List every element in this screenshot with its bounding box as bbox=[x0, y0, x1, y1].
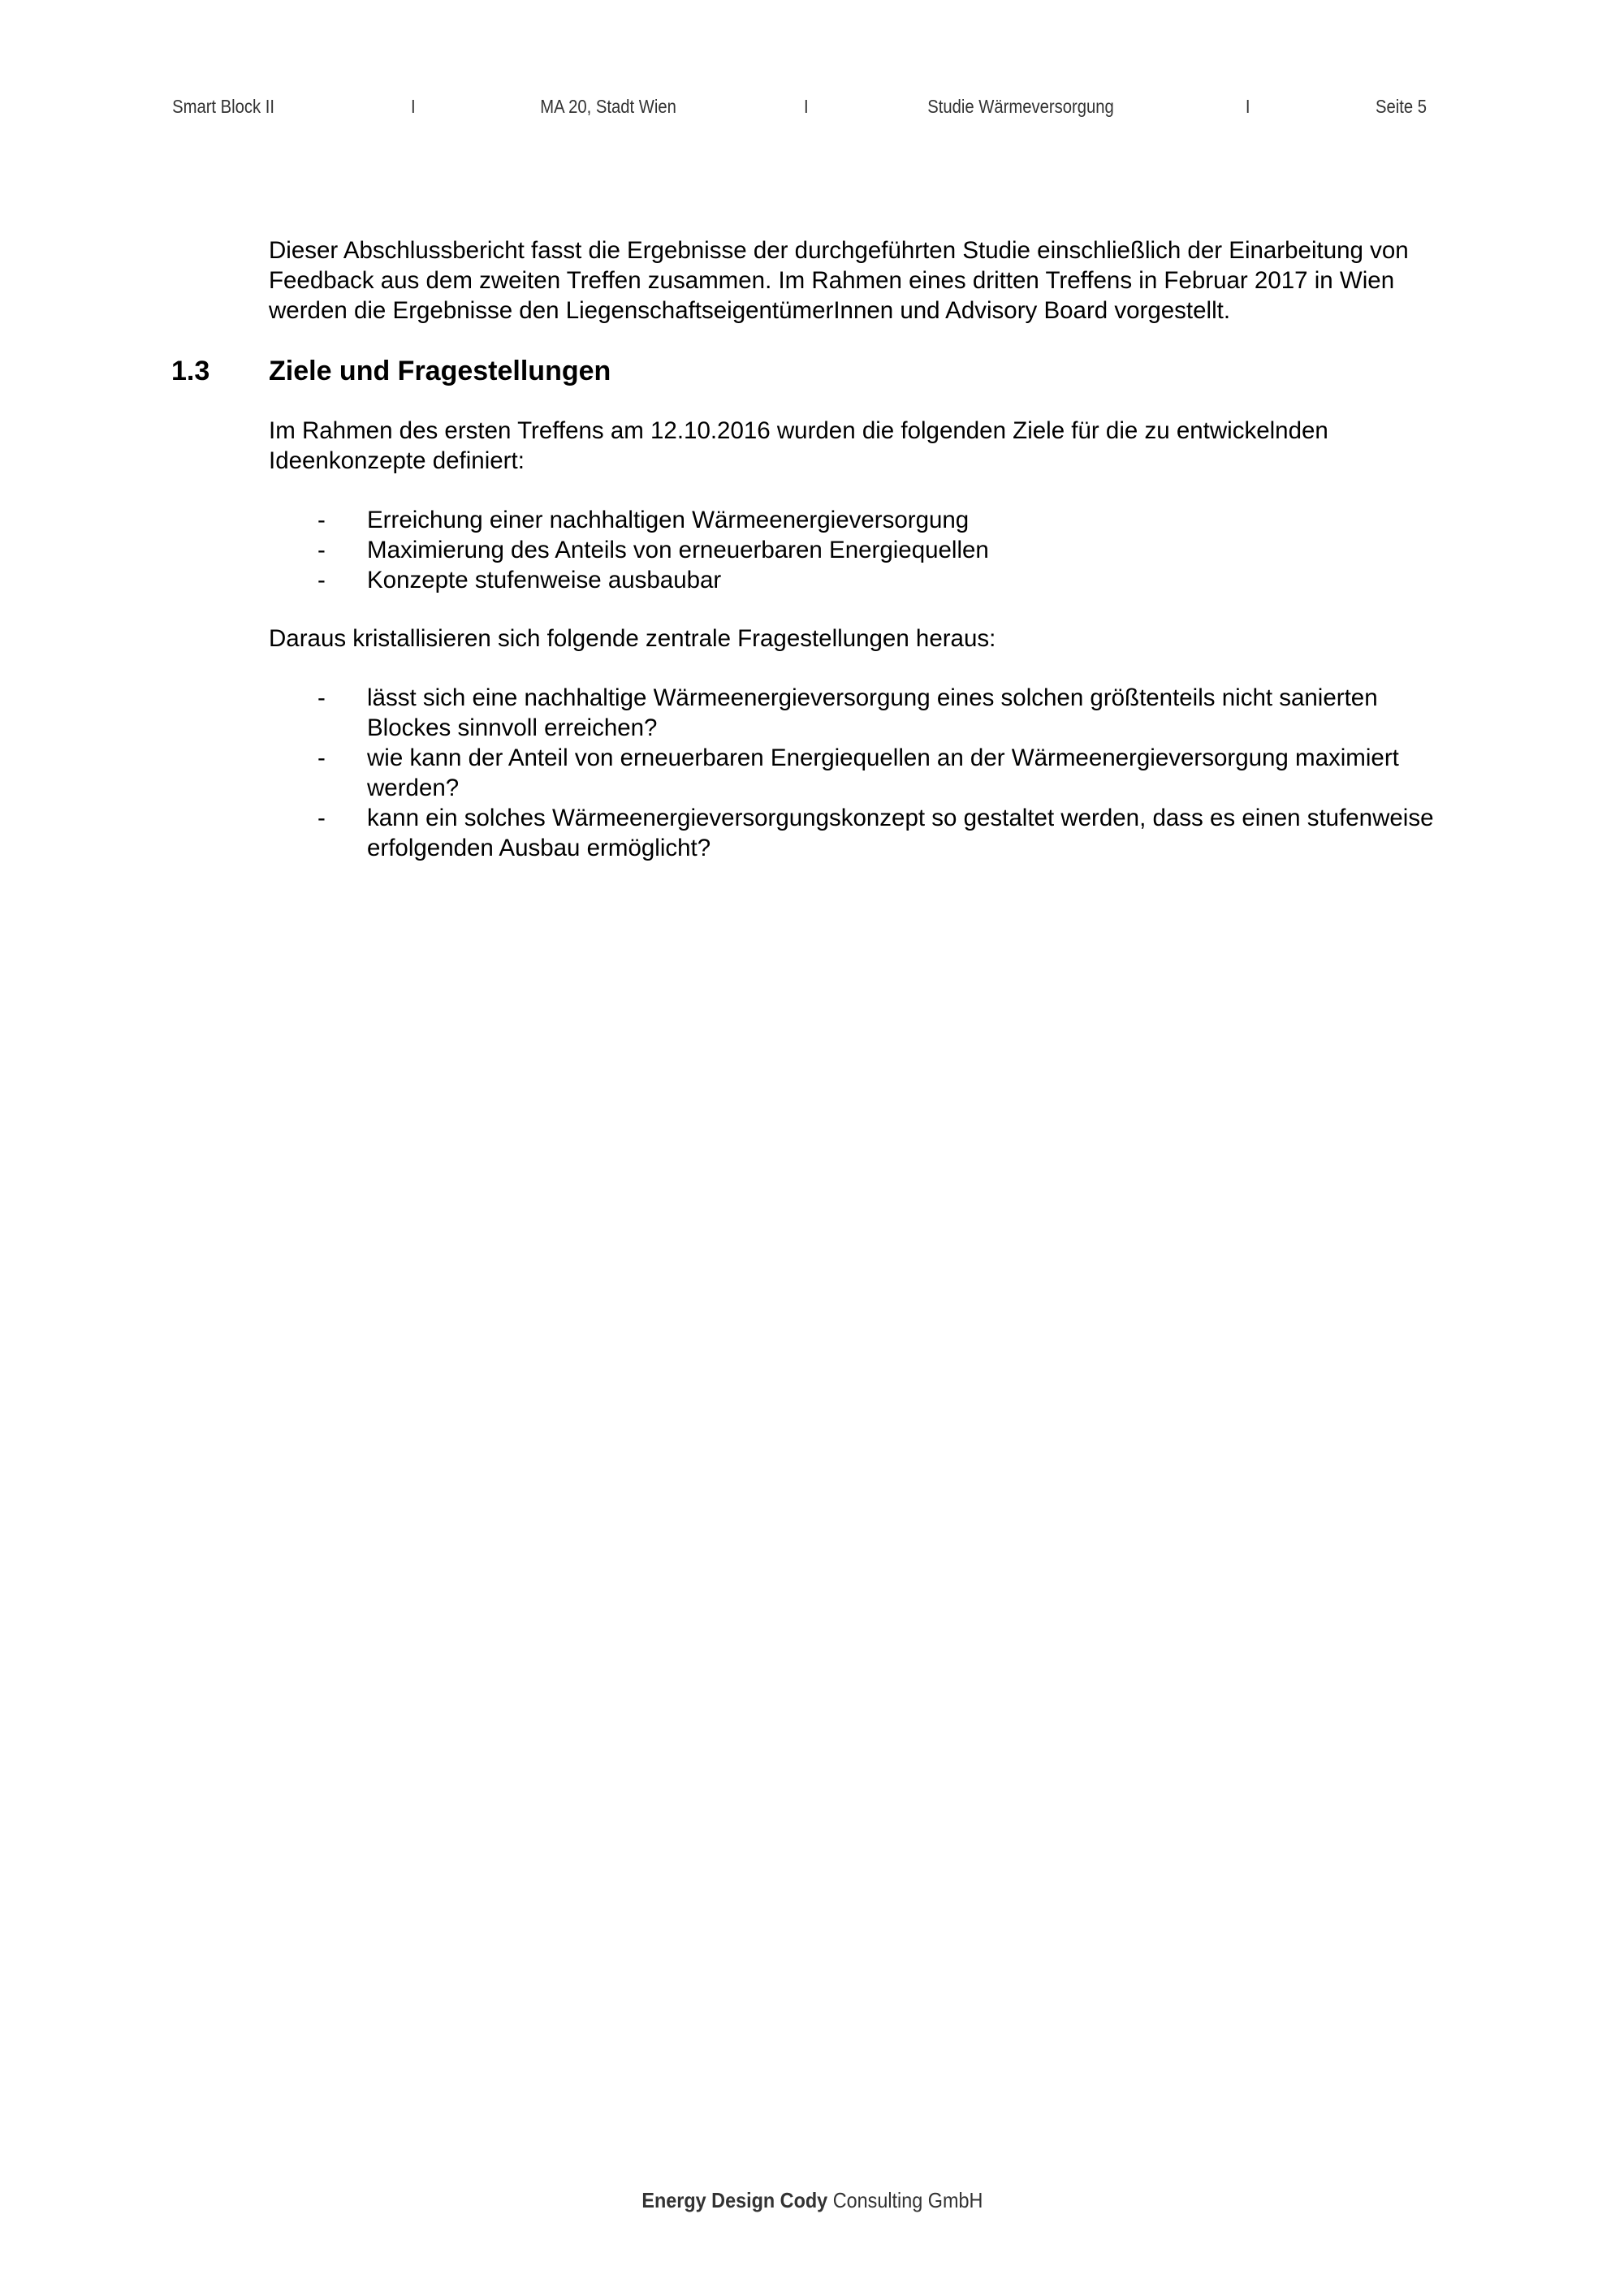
header-project: Smart Block II bbox=[172, 96, 275, 117]
footer-company-bold: Energy Design Cody bbox=[641, 2188, 827, 2212]
goals-list bbox=[269, 505, 1438, 595]
questions-intro-section bbox=[269, 624, 1438, 654]
list-item-text: Konzepte stufenweise ausbaubar bbox=[367, 567, 722, 593]
goals-intro-paragraph: Im Rahmen des ersten Treffens am 12.10.2016 wurden die folgenden Ziele für die zu entwickelnden Ideenkonzepte definiert: bbox=[269, 417, 1328, 474]
intro-section bbox=[269, 235, 1438, 326]
header-study: Studie Wärmeversorgung bbox=[927, 96, 1114, 117]
questions-list-section bbox=[269, 683, 1438, 863]
list-item-text: Maximierung des Anteils von erneuerbaren Energiequellen bbox=[367, 537, 989, 563]
list-item bbox=[269, 743, 1438, 803]
page-footer bbox=[0, 2188, 1624, 2213]
dash-bullet: - bbox=[317, 684, 326, 711]
list-item bbox=[269, 803, 1438, 863]
questions-intro-paragraph: Daraus kristallisieren sich folgende zentrale Fragestellungen heraus: bbox=[269, 625, 996, 652]
page-header bbox=[0, 96, 1429, 128]
goals-intro-section bbox=[269, 416, 1438, 476]
list-item-text: kann ein solches Wärmeenergieversorgungskonzept so gestaltet werden, dass es einen stufenweise erfolgenden Ausbau ermöglicht? bbox=[367, 805, 1434, 861]
dash-bullet: - bbox=[317, 537, 326, 563]
dash-bullet: - bbox=[317, 567, 326, 593]
section-title: Ziele und Fragestellungen bbox=[269, 356, 611, 386]
dash-bullet: - bbox=[317, 507, 326, 533]
list-item-text: wie kann der Anteil von erneuerbaren Energiequellen an der Wärmeenergieversorgung maximiert werden? bbox=[367, 744, 1399, 801]
footer-company bbox=[641, 2188, 983, 2213]
header-separator: I bbox=[1245, 96, 1250, 117]
header-separator: I bbox=[804, 96, 809, 117]
dash-bullet: - bbox=[317, 744, 326, 771]
list-item bbox=[269, 683, 1438, 743]
questions-list bbox=[269, 683, 1438, 863]
section-heading bbox=[171, 355, 611, 387]
list-item bbox=[269, 505, 1438, 535]
list-item bbox=[269, 565, 1438, 595]
dash-bullet: - bbox=[317, 805, 326, 831]
intro-paragraph: Dieser Abschlussbericht fasst die Ergebnisse der durchgeführten Studie einschließlich der Einarbeitung von Feedback aus dem zweiten Treffen zusammen. Im Rahmen eines dritten Treffens in Februar 2017 in Wien werden die Ergebnisse den LiegenschaftseigentümerInnen und Advisory Board vorgestellt. bbox=[269, 237, 1409, 324]
list-item bbox=[269, 535, 1438, 565]
header-page-number: Seite 5 bbox=[1376, 96, 1427, 117]
goals-list-section bbox=[269, 505, 1438, 595]
header-client: MA 20, Stadt Wien bbox=[540, 96, 676, 117]
list-item-text: lässt sich eine nachhaltige Wärmeenergieversorgung eines solchen größtenteils nicht sanierten Blockes sinnvoll erreichen? bbox=[367, 684, 1378, 741]
header-separator: I bbox=[411, 96, 416, 117]
list-item-text: Erreichung einer nachhaltigen Wärmeenergieversorgung bbox=[367, 507, 970, 533]
section-number: 1.3 bbox=[171, 356, 210, 386]
footer-company-rest: Consulting GmbH bbox=[832, 2188, 983, 2212]
